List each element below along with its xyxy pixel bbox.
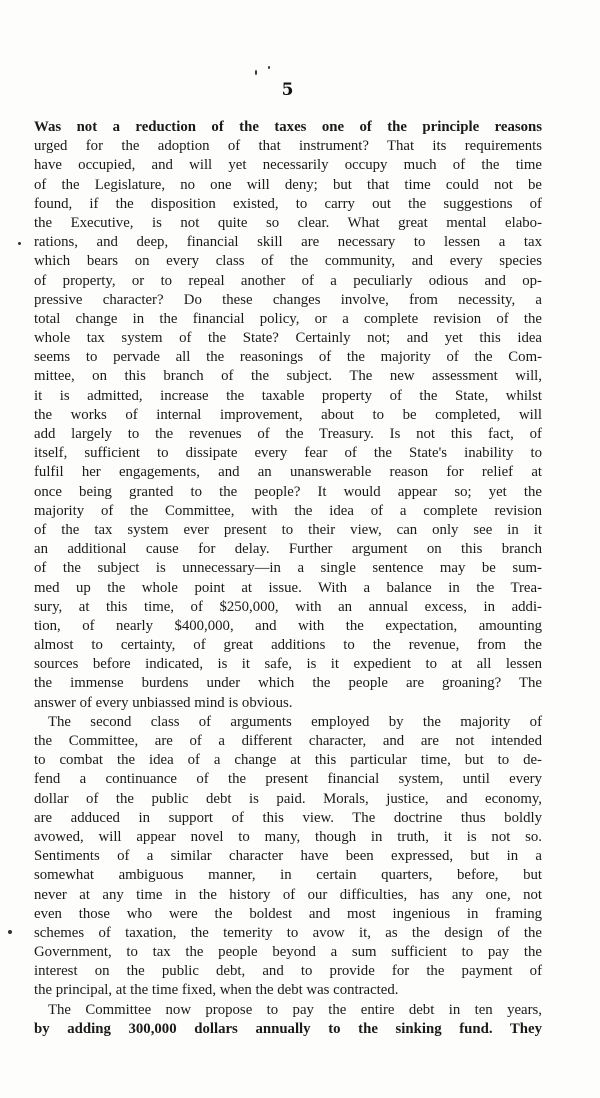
text-line: Was not a reduction of the taxes one of the principle reasons — [34, 119, 542, 135]
ink-speck — [268, 66, 270, 69]
text-line: urged for the adoption of that instrument? That its requirements — [34, 138, 542, 155]
text-line: majority of the Committee, with the idea of a complete revision — [34, 502, 542, 519]
body-text — [34, 118, 542, 1039]
text-line: The Committee now propose to pay the entire debt in ten years, — [48, 1001, 542, 1018]
text-line: never at any time in the history of our difficulties, has any one, not — [34, 886, 542, 903]
text-line: The second class of arguments employed by the majority of — [48, 713, 542, 730]
text-line: interest on the public debt, and to provide for the payment of — [34, 963, 542, 980]
text-line: rations, and deep, financial skill are necessary to lessen a tax — [34, 234, 542, 251]
text-line: almost to certainty, of great additions to the revenue, from the — [34, 637, 542, 654]
text-line: to combat the idea of a change at this particular time, but to de- — [34, 752, 542, 769]
paragraph — [34, 713, 542, 1001]
text-line: somewhat ambiguous manner, in certain quarters, before, but — [34, 867, 542, 884]
text-line: an additional cause for delay. Further argument on this branch — [34, 541, 542, 558]
paragraph — [34, 118, 542, 713]
text-line: of the Legislature, no one will deny; but that time could not be — [34, 176, 542, 193]
ink-speck — [255, 70, 257, 75]
text-line: of property, or to repeal another of a peculiarly odious and op- — [34, 272, 542, 289]
text-line: of the tax system ever present to their view, can only see in it — [34, 521, 542, 538]
text-line: answer of every unbiassed mind is obvious. — [34, 694, 293, 711]
text-line: which bears on every class of the community, and every species — [34, 253, 542, 270]
text-line: are adduced in support of this view. The doctrine thus boldly — [34, 809, 542, 826]
page-number: 5 — [281, 80, 294, 100]
text-line: schemes of taxation, the temerity to avow it, as the design of the — [34, 924, 542, 941]
text-line: add largely to the revenues of the Treasury. Is not this fact, of — [34, 426, 542, 442]
ink-speck — [18, 242, 21, 245]
text-line: sources before indicated, is it safe, is it expedient to at all lessen — [34, 656, 542, 673]
text-line: even those who were the boldest and most ingenious in framing — [34, 905, 542, 922]
text-line: total change in the financial policy, or a complete revision of the — [34, 310, 542, 327]
text-line: it is admitted, increase the taxable property of the State, whilst — [34, 387, 542, 404]
text-line: of the subject is unnecessary—in a single sentence may be sum- — [34, 560, 542, 577]
text-line: the Executive, is not quite so clear. What great mental elabo- — [34, 214, 542, 231]
paragraph — [34, 1001, 542, 1039]
text-line: Government, to tax the people beyond a sum sufficient to pay the — [34, 944, 542, 961]
text-line: tion, of nearly $400,000, and with the expectation, amounting — [34, 617, 542, 634]
text-line: the immense burdens under which the people are groaning? The — [34, 675, 542, 692]
text-line: med up the whole point at issue. With a balance in the Trea- — [34, 579, 542, 596]
text-line: found, if the disposition existed, to carry out the suggestions of — [34, 195, 542, 212]
text-line: sury, at this time, of $250,000, with an annual excess, in addi- — [34, 598, 542, 615]
text-line: dollar of the public debt is paid. Morals, justice, and economy, — [34, 790, 542, 807]
text-line: by adding 300,000 dollars annually to the sinking fund. They — [34, 1020, 542, 1037]
text-line: fend a continuance of the present financial system, until every — [34, 771, 542, 788]
text-line: mittee, on this branch of the subject. The new assessment will, — [34, 368, 542, 385]
text-line: fulfil her engagements, and an unanswerable reason for relief at — [34, 464, 542, 481]
text-line: the works of internal improvement, about to be completed, will — [34, 406, 542, 423]
text-line: avowed, will appear novel to many, though in truth, it is not so. — [34, 828, 542, 845]
text-line: itself, sufficient to dissipate every fear of the State's inability to — [34, 445, 542, 462]
text-line: seems to pervade all the reasonings of the majority of the Com- — [34, 349, 542, 366]
ink-speck — [8, 930, 12, 934]
text-line: whole tax system of the State? Certainly not; and yet this idea — [34, 330, 542, 347]
text-line: Sentiments of a similar character have been expressed, but in a — [34, 848, 542, 865]
text-line: once being granted to the people? It would appear so; yet the — [34, 483, 542, 500]
text-line: have occupied, and will yet necessarily occupy much of the time — [34, 157, 542, 174]
text-line: the Committee, are of a different character, and are not intended — [34, 733, 542, 749]
text-line: pressive character? Do these changes involve, from necessity, a — [34, 291, 542, 308]
text-line: the principal, at the time fixed, when the debt was contracted. — [34, 982, 399, 999]
